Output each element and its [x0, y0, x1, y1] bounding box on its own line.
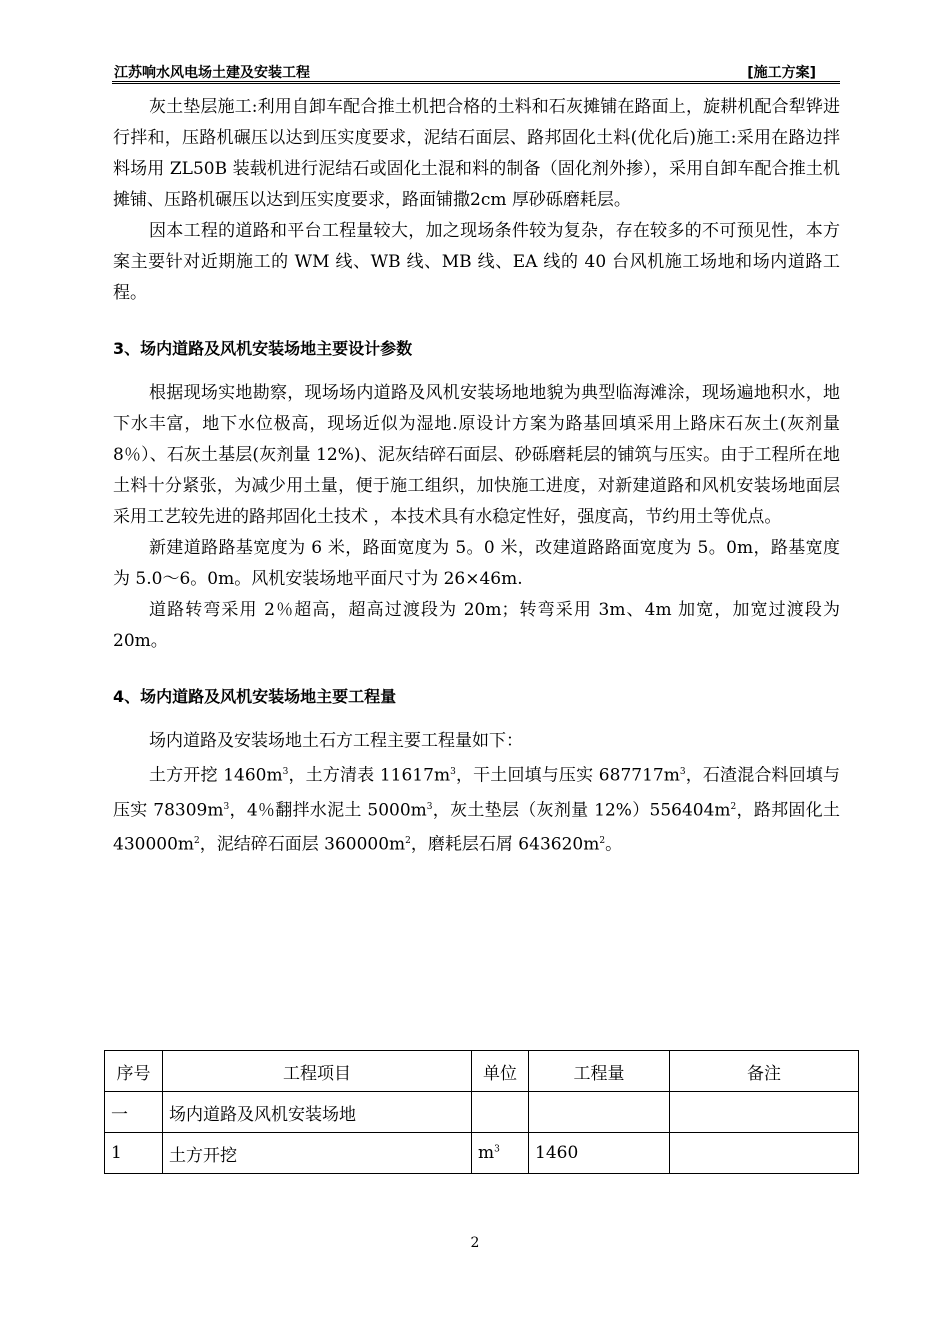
page-content: [113, 92, 840, 861]
table-row: [105, 1133, 859, 1174]
paragraph-curve-superelevation: 道路转弯采用 2％超高，超高过渡段为 20m；转弯采用 3m、4m 加宽，加宽过渡段为 20m。: [113, 600, 840, 651]
row-quantity: 1460: [529, 1133, 670, 1174]
table-header-row: [105, 1051, 859, 1092]
table-row: [105, 1092, 859, 1133]
paragraph-road-width: 新建道路路基宽度为 6 米，路面宽度为 5。0 米，改建道路路面宽度为 5。0m，路基宽度为 5.0～6。0m。风机安装场地平面尺寸为 26×46m.: [113, 538, 840, 589]
header-quantity: 工程量: [529, 1051, 670, 1092]
row-remarks: [670, 1133, 859, 1174]
row-unit: [472, 1092, 529, 1133]
paragraph-scope: 因本工程的道路和平台工程量较大，加之现场条件较为复杂，存在较多的不可预见性，本方案主要针对近期施工的 WM 线、WB 线、MB 线、EA 线的 40 台风机施工场地和场内道路工程。: [113, 221, 840, 303]
row-item: 场内道路及风机安装场地: [163, 1092, 472, 1133]
section-3-heading: 3、场内道路及风机安装场地主要设计参数: [113, 339, 413, 358]
page-number: 2: [470, 1235, 480, 1251]
row-item: 土方开挖: [163, 1133, 472, 1174]
header-item: 工程项目: [163, 1051, 472, 1092]
row-no: 1: [105, 1133, 163, 1174]
row-unit: $m^3$: [472, 1133, 529, 1174]
section-4-heading: 4、场内道路及风机安装场地主要工程量: [113, 687, 397, 706]
project-title: 江苏响水风电场土建及安装工程: [114, 65, 310, 81]
header-no: 序号: [105, 1051, 163, 1092]
paragraph-quantities-list: 土方开挖 $1460m^3$，土方清表 $11617m^3$，干土回填与压实 $687717m^3$，石渣混合料回填与压实 $78309m^3$，4％翻拌水泥土 $5000m^3$，灰土垫层（灰剂量 $12\%)556404m^2$，路邦固化土 $430000m^2$，泥结碎石面层 $360000m^2$，磨耗层石屑 $643620m^2$。: [113, 765, 841, 855]
quantities-table: [104, 1050, 859, 1174]
paragraph-site-survey: 根据现场实地勘察，现场场内道路及风机安装场地地貌为典型临海滩涂，现场遍地积水，地下水丰富，地下水位极高，现场近似为湿地.原设计方案为路基回填采用上路床石灰土(灰剂量 8％）、石灰土基层(灰剂量 12%)、泥灰结碎石面层、砂砾磨耗层的铺筑与压实。由于工程所在地土料十分紧张，为减少用土量，便于施工组织，加快施工进度，对新建道路和风机安装场地面层采用工艺较先进的路邦固化土技术 ，本技术具有水稳定性好，强度高，节约用土等优点。: [113, 383, 840, 527]
row-no: 一: [105, 1092, 163, 1133]
paragraph-lime-soil-construction: 灰土垫层施工:利用自卸车配合推土机把合格的土料和石灰摊铺在路面上，旋耕机配合犁铧进行拌和，压路机碾压以达到压实度要求，泥结石面层、路邦固化土料(优化后)施工:采用在路边拌料场用 ZL50B 装载机进行泥结石或固化土混和料的制备（固化剂外掺），采用自卸车配合推土机摊铺、压路机碾压以达到压实度要求，路面铺撒2cm 厚砂砾磨耗层。: [113, 97, 840, 210]
row-remarks: [670, 1092, 859, 1133]
header-rule: [112, 81, 840, 84]
document-type: [施工方案]: [747, 65, 816, 81]
header-unit: 单位: [472, 1051, 529, 1092]
row-quantity: [529, 1092, 670, 1133]
paragraph-quantities-intro: 场内道路及安装场地土石方工程主要工程量如下：: [149, 731, 523, 751]
page-header: [112, 58, 840, 82]
header-remarks: 备注: [670, 1051, 859, 1092]
